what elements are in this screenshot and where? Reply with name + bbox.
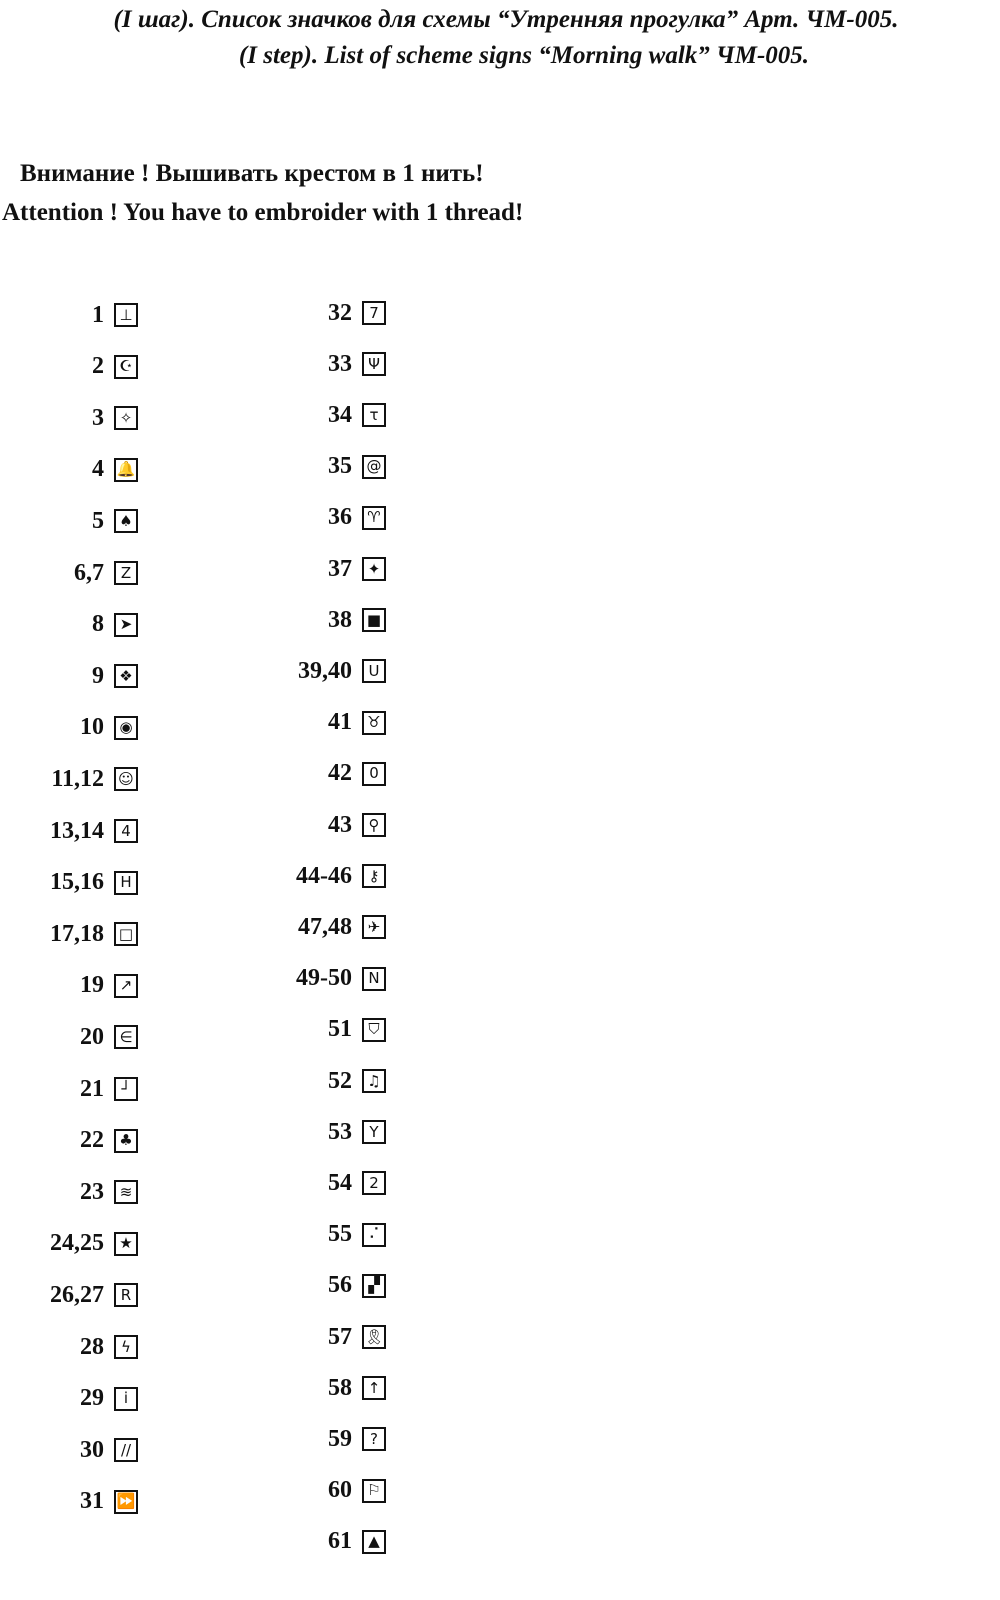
legend-number: 42: [328, 760, 352, 787]
key-icon: ⚷: [362, 864, 386, 888]
legend-number: 33: [328, 350, 352, 377]
letter-r-icon: R: [114, 1283, 138, 1307]
legend-number: 2: [92, 353, 104, 380]
legend-row: [0, 400, 386, 430]
legend-number: 35: [328, 453, 352, 480]
legend-number: 61: [328, 1528, 352, 1555]
legend-row: [0, 964, 386, 994]
legend-number: 15,16: [50, 869, 104, 896]
club-icon: ♣: [114, 1129, 138, 1153]
triangle-icon: ▲: [362, 1530, 386, 1554]
info-i-icon: i: [114, 1387, 138, 1411]
shield-icon: ⛉: [362, 1018, 386, 1042]
legend-number: 19: [80, 972, 104, 999]
airplane-icon: ✈: [362, 915, 386, 939]
trident-icon: Ψ: [362, 352, 386, 376]
legend-number: 17,18: [50, 920, 104, 947]
four-point-star-filled-icon: ✦: [362, 557, 386, 581]
filled-circle-dot-icon: ◉: [114, 716, 138, 740]
oval-icon: 0: [362, 762, 386, 786]
flag-icon: ⚐: [362, 1479, 386, 1503]
legend-number: 31: [80, 1488, 104, 1515]
legend-number: 5: [92, 507, 104, 534]
legend-row: [0, 1373, 386, 1403]
ribbon-icon: 🎗: [362, 1325, 386, 1349]
legend-row: [0, 1322, 386, 1352]
legend-row: [0, 1424, 386, 1454]
legend-row: [0, 503, 386, 533]
legend-number: 6,7: [74, 559, 104, 586]
legend-number: 24,25: [50, 1230, 104, 1257]
legend-number: 8: [92, 611, 104, 638]
legend-row: [0, 861, 386, 891]
legend-number: 3: [92, 404, 104, 431]
page-title-ru: (I шаг). Список значков для схемы “Утренняя прогулка” Арт. ЧМ-005.: [113, 6, 899, 33]
legend-number: 23: [80, 1178, 104, 1205]
digit-2-icon: 2: [362, 1171, 386, 1195]
legend-row: [0, 1066, 386, 1096]
question-mark-icon: ?: [362, 1427, 386, 1451]
black-star-icon: ★: [114, 1232, 138, 1256]
up-arrow-icon: ↑: [362, 1376, 386, 1400]
music-note-icon: ♫: [362, 1069, 386, 1093]
four-point-star-outline-icon: ✧: [114, 406, 138, 430]
legend-row: [0, 656, 386, 686]
checker-icon: ▞: [362, 1274, 386, 1298]
legend-number: 47,48: [298, 913, 352, 940]
attention-notice-en: Attention ! You have to embroider with 1 thread!: [2, 199, 524, 226]
legend-row: [0, 1117, 386, 1147]
legend-number: 20: [80, 1023, 104, 1050]
legend-row: [0, 1220, 386, 1250]
letter-z-icon: Z: [114, 561, 138, 585]
legend-number: 28: [80, 1333, 104, 1360]
legend-number: 59: [328, 1425, 352, 1452]
legend-number: 52: [328, 1067, 352, 1094]
legend-number: 21: [80, 1075, 104, 1102]
legend-number: 44-46: [296, 862, 352, 889]
legend-row: [0, 452, 386, 482]
legend-number: 54: [328, 1169, 352, 1196]
letter-n-icon: N: [362, 967, 386, 991]
diamond-cluster-icon: ❖: [114, 664, 138, 688]
bell-icon: 🔔: [114, 458, 138, 482]
legend-row: [0, 298, 386, 328]
smiley-icon: ☺: [114, 767, 138, 791]
legend-number: 41: [328, 709, 352, 736]
legend-number: 13,14: [50, 817, 104, 844]
corner-bracket-icon: ┘: [114, 1077, 138, 1101]
aries-icon: ♈: [362, 506, 386, 530]
legend-number: 26,27: [50, 1281, 104, 1308]
legend-row: [0, 708, 386, 738]
tau-icon: τ: [362, 403, 386, 427]
legend-number: 53: [328, 1118, 352, 1145]
legend-number: 36: [328, 504, 352, 531]
legend-number: 39,40: [298, 657, 352, 684]
small-square-icon: □: [114, 922, 138, 946]
h-bar-icon: H: [114, 871, 138, 895]
legend-number: 1: [92, 301, 104, 328]
legend-number: 37: [328, 555, 352, 582]
legend-row: [0, 1015, 386, 1045]
letter-y-icon: Y: [362, 1120, 386, 1144]
crescent-moon-icon: ☪: [114, 355, 138, 379]
digit-4-icon: 4: [114, 819, 138, 843]
element-of-icon: ∈: [114, 1025, 138, 1049]
legend-number: 51: [328, 1016, 352, 1043]
legend-row: [0, 912, 386, 942]
legend-number: 38: [328, 606, 352, 633]
legend-number: 57: [328, 1323, 352, 1350]
legend-number: 49-50: [296, 965, 352, 992]
black-square-icon: ■: [362, 608, 386, 632]
legend-number: 56: [328, 1272, 352, 1299]
legend-number: 22: [80, 1127, 104, 1154]
lightning-icon: ϟ: [114, 1335, 138, 1359]
magnifier-icon: ⚲: [362, 813, 386, 837]
legend-number: 10: [80, 714, 104, 741]
double-slash-icon: //: [114, 1438, 138, 1462]
spade-icon: ♠: [114, 509, 138, 533]
at-sign-icon: @: [362, 455, 386, 479]
legend-number: 55: [328, 1221, 352, 1248]
legend-row: [0, 1476, 386, 1506]
legend-row: [0, 759, 386, 789]
legend-number: 30: [80, 1436, 104, 1463]
legend-row: [0, 349, 386, 379]
legend-row: [0, 1271, 386, 1301]
legend-number: 43: [328, 811, 352, 838]
attention-notice-ru: Внимание ! Вышивать крестом в 1 нить!: [20, 160, 484, 187]
legend-number: 58: [328, 1374, 352, 1401]
page-title-en: (I step). List of scheme signs “Morning walk” ЧМ-005.: [238, 42, 810, 69]
legend-number: 9: [92, 662, 104, 689]
legend-number: 34: [328, 401, 352, 428]
arrowhead-icon: ➤: [114, 613, 138, 637]
legend-row: [0, 605, 386, 635]
fast-forward-icon: ⏩: [114, 1490, 138, 1514]
legend-number: 11,12: [51, 765, 104, 792]
taurus-icon: ♉: [362, 711, 386, 735]
letter-u-icon: U: [362, 659, 386, 683]
waves-icon: ≋: [114, 1180, 138, 1204]
legend-number: 32: [328, 299, 352, 326]
legend-row: [0, 810, 386, 840]
legend-number: 60: [328, 1477, 352, 1504]
digit-7-icon: 7: [362, 301, 386, 325]
legend-number: 29: [80, 1385, 104, 1412]
legend-row: [0, 1527, 386, 1557]
legend-row: [0, 1168, 386, 1198]
legend-row: [0, 554, 386, 584]
up-tack-icon: ⊥: [114, 303, 138, 327]
two-dots-icon: ⠌: [362, 1223, 386, 1247]
diagonal-arrow-icon: ↗: [114, 974, 138, 998]
legend-number: 4: [92, 456, 104, 483]
